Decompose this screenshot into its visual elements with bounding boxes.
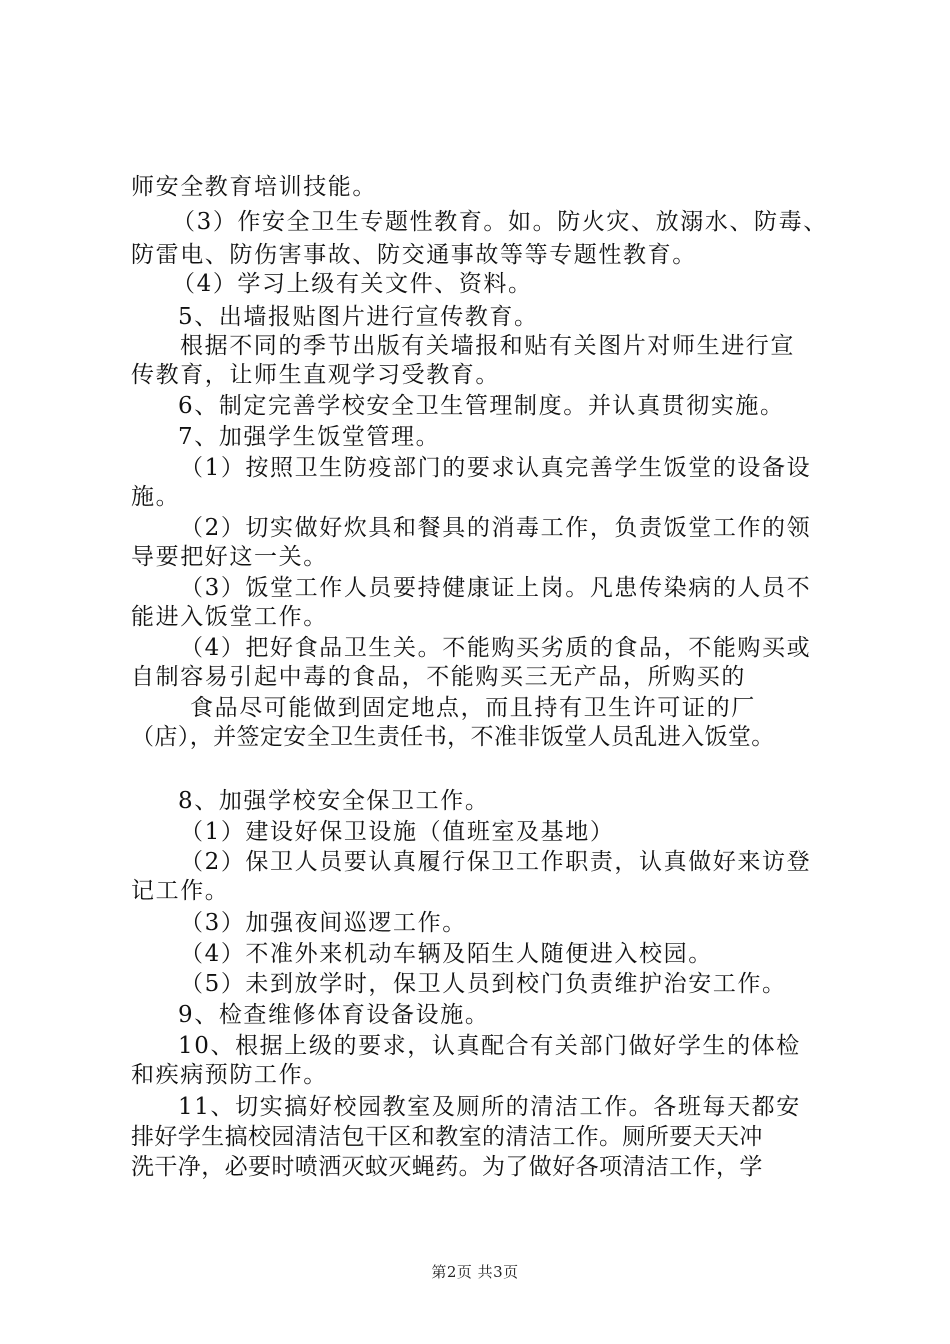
text-line: 根据不同的季节出版有关墙报和贴有关图片对师生进行宣 [180,333,795,359]
text-line: （4）把好食品卫生关。不能购买劣质的食品，不能购买或 [180,635,812,661]
text-line: （4）不准外来机动车辆及陌生人随便进入校园。 [180,941,713,967]
text-line: 导要把好这一关。 [131,544,328,570]
text-line: 10、根据上级的要求，认真配合有关部门做好学生的体检 [178,1033,801,1059]
text-line: （3）作安全卫生专题性教育。如。防火灾、放溺水、防毒、 [172,209,828,235]
text-line: （5）未到放学时，保卫人员到校门负责维护治安工作。 [180,971,787,997]
text-line: （3）饭堂工作人员要持健康证上岗。凡患传染病的人员不 [180,575,812,601]
text-line: 传教育，让师生直观学习受教育。 [131,362,500,388]
text-line: （店），并签定安全卫生责任书，不准非饭堂人员乱进入饭堂。 [131,724,775,750]
text-line: 5、出墙报贴图片进行宣传教育。 [178,304,539,330]
text-line: 防雷电、防伤害事故、防交通事故等等专题性教育。 [131,242,697,268]
text-line: 和疾病预防工作。 [131,1062,328,1088]
text-line: 排好学生搞校园清洁包干区和教室的清洁工作。厕所要天天冲 [131,1124,763,1150]
text-line: （1）建设好保卫设施（值班室及基地） [180,819,615,845]
text-line: 食品尽可能做到固定地点，而且持有卫生许可证的厂 [190,695,756,721]
text-line: （1）按照卫生防疫部门的要求认真完善学生饭堂的设备设 [180,455,812,481]
text-line: 7、加强学生饭堂管理。 [178,424,441,450]
text-line: 能进入饭堂工作。 [131,604,328,630]
text-line: 6、制定完善学校安全卫生管理制度。并认真贯彻实施。 [178,393,785,419]
text-line: （2）切实做好炊具和餐具的消毒工作，负责饭堂工作的领 [180,515,812,541]
text-line: （3）加强夜间巡逻工作。 [180,910,467,936]
text-line: （4）学习上级有关文件、资料。 [172,271,533,297]
text-line: 洗干净，必要时喷洒灭蚊灭蝇药。为了做好各项清洁工作，学 [131,1154,763,1180]
page-number-footer: 第2页 共3页 [431,1263,519,1281]
text-line: （2）保卫人员要认真履行保卫工作职责，认真做好来访登 [180,849,812,875]
text-line: 自制容易引起中毒的食品，不能购买三无产品，所购买的 [131,664,746,690]
text-line: 施。 [131,484,181,510]
text-line: 记工作。 [131,878,230,904]
text-line: 9、检查维修体育设备设施。 [178,1002,490,1028]
text-line: 师安全教育培训技能。 [131,174,377,200]
text-line: 11、切实搞好校园教室及厕所的清洁工作。各班每天都安 [178,1094,801,1120]
text-line: 8、加强学校安全保卫工作。 [178,788,490,814]
